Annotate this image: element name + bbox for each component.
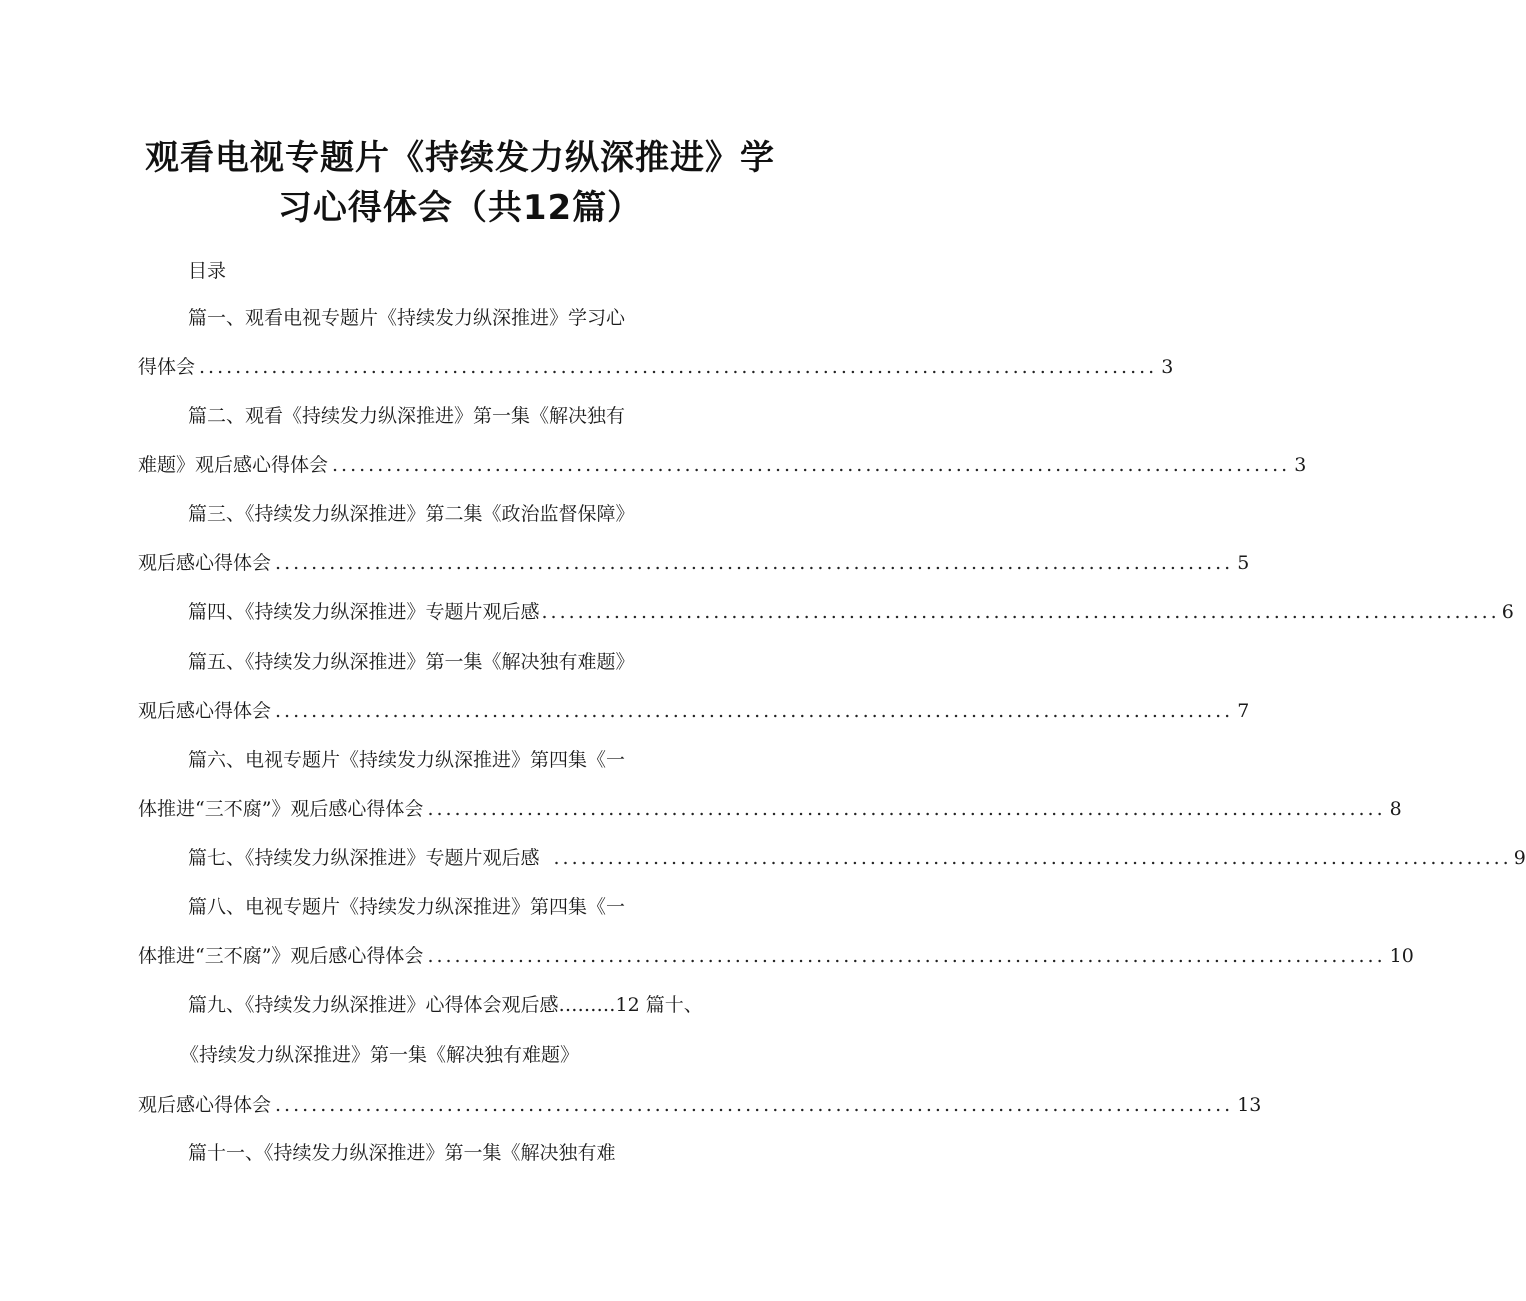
toc-entry-5-text: 观后感心得体会	[138, 700, 272, 722]
document-title-line-2: 习心得体会（共12篇）	[277, 188, 643, 228]
toc-entry-11-line-1: 篇十一、《持续发力纵深推进》第一集《解决独有难	[188, 1142, 616, 1164]
toc-entry-3-line-1: 篇三、《持续发力纵深推进》第二集《政治监督保障》	[188, 503, 635, 525]
toc-entry-10-leader: ..........................................................................................................	[275, 1094, 1234, 1116]
toc-entry-1-text: 得体会	[138, 356, 196, 378]
toc-entry-7-leader: ..........................................................................................................	[553, 847, 1512, 869]
toc-entry-5-page: 7	[1237, 700, 1250, 722]
document-title-line-1: 观看电视专题片《持续发力纵深推进》学	[145, 138, 775, 178]
toc-entry-8-line-1: 篇八、电视专题片《持续发力纵深推进》第四集《一	[188, 896, 626, 918]
toc-heading: 目录	[188, 260, 227, 282]
toc-entry-3-leader: ..........................................................................................................	[275, 552, 1234, 574]
toc-entry-8-page: 10	[1389, 945, 1414, 967]
toc-entry-7-line-1	[188, 843, 1526, 873]
toc-entry-10-page: 13	[1237, 1094, 1262, 1116]
toc-entry-8-leader: ..........................................................................................................	[427, 945, 1386, 967]
toc-entry-4-page: 6	[1501, 601, 1514, 623]
toc-entry-2-line-2	[138, 450, 1307, 480]
toc-entry-5-line-1: 篇五、《持续发力纵深推进》第一集《解决独有难题》	[188, 651, 635, 673]
toc-entry-2-leader: ..........................................................................................................	[332, 454, 1291, 476]
toc-entry-5-leader: ..........................................................................................................	[275, 700, 1234, 722]
toc-entry-3-page: 5	[1237, 552, 1250, 574]
toc-entry-6-page: 8	[1389, 798, 1402, 820]
toc-entry-4-line-1	[188, 597, 1514, 627]
toc-entry-1-line-2	[138, 352, 1174, 382]
toc-entry-4-text: 篇四、《持续发力纵深推进》专题片观后感	[188, 601, 540, 623]
toc-entry-6-line-1: 篇六、电视专题片《持续发力纵深推进》第四集《一	[188, 749, 626, 771]
toc-entry-1-line-1: 篇一、观看电视专题片《持续发力纵深推进》学习心	[188, 307, 626, 329]
toc-entry-10-line-2	[138, 1090, 1262, 1120]
toc-entry-10-line-1: 《持续发力纵深推进》第一集《解决独有难题》	[180, 1044, 580, 1066]
toc-entry-6-text: 体推进“三不腐”》观后感心得体会	[138, 798, 424, 820]
toc-entry-5-line-2	[138, 696, 1250, 726]
toc-entry-2-text: 难题》观后感心得体会	[138, 454, 329, 476]
toc-entry-4-leader: ..........................................................................................................	[541, 601, 1500, 623]
toc-entry-3-text: 观后感心得体会	[138, 552, 272, 574]
toc-entry-8-text: 体推进“三不腐”》观后感心得体会	[138, 945, 424, 967]
toc-entry-6-line-2	[138, 794, 1402, 824]
toc-entry-2-line-1: 篇二、观看《持续发力纵深推进》第一集《解决独有	[188, 405, 626, 427]
toc-entry-7-text: 篇七、《持续发力纵深推进》专题片观后感	[188, 847, 540, 869]
toc-entry-7-page: 9	[1513, 847, 1526, 869]
toc-entry-1-page: 3	[1161, 356, 1174, 378]
toc-entry-10-text: 观后感心得体会	[138, 1094, 272, 1116]
toc-entry-2-page: 3	[1294, 454, 1307, 476]
toc-entry-8-line-2	[138, 941, 1414, 971]
toc-entry-6-leader: ..........................................................................................................	[427, 798, 1386, 820]
toc-entry-9-line-1: 篇九、《持续发力纵深推进》心得体会观后感………12 篇十、	[188, 994, 703, 1016]
toc-entry-1-leader: ..........................................................................................................	[199, 356, 1158, 378]
toc-entry-3-line-2	[138, 548, 1250, 578]
